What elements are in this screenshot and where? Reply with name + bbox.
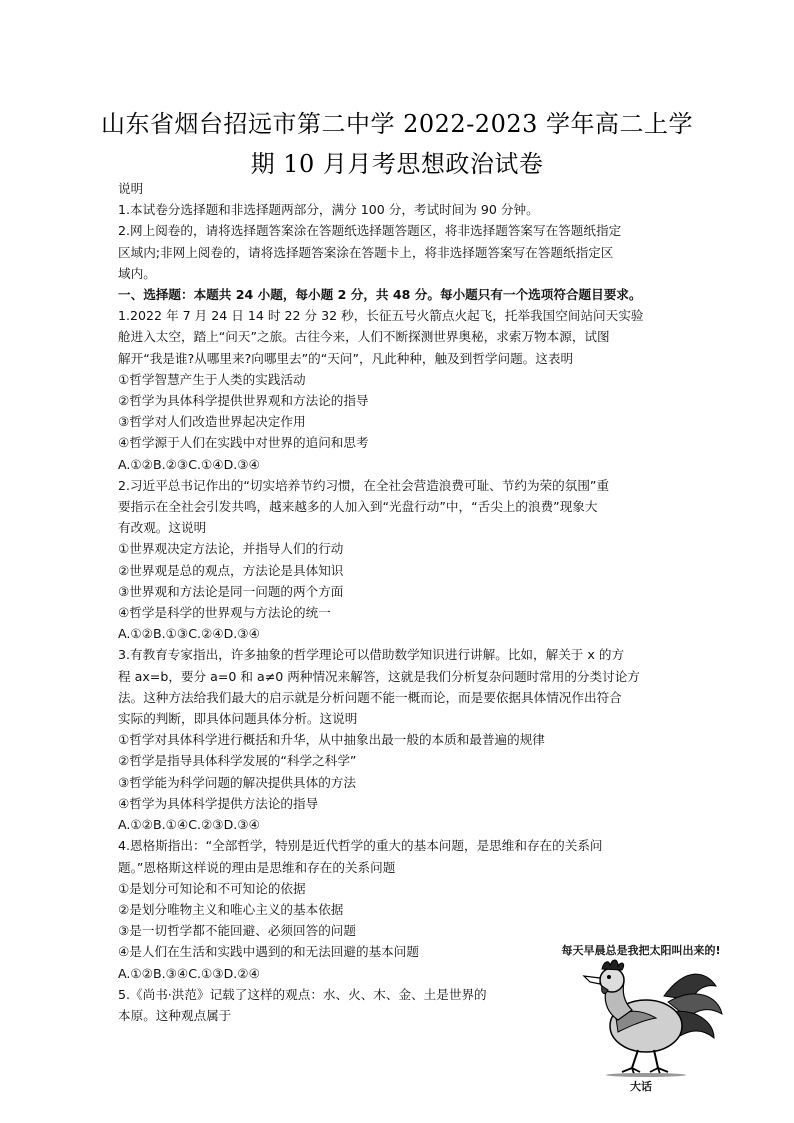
notes-item-2-line3: 域内。 — [118, 265, 156, 281]
cartoon-caption-top: 每天早晨总是我把太阳叫出来的! — [561, 944, 721, 957]
q2-stem-line2: 要指示在全社会引发共鸣，越来越多的人加入到“光盘行动”中，“舌尖上的浪费”现象大 — [118, 499, 598, 515]
q2-option-2: ②世界观是总的观点，方法论是具体知识 — [118, 562, 344, 578]
q4-stem-line1: 4.恩格斯指出：“全部哲学，特别是近代哲学的重大的基本问题，是思维和存在的关系问 — [118, 838, 603, 854]
q4-stem-line2: 题。”恩格斯这样说的理由是思维和存在的关系问题 — [118, 859, 396, 875]
q1-answers: A.①②B.②③C.①④D.③④ — [118, 456, 260, 472]
rooster-icon — [546, 956, 736, 1078]
q3-stem-line2: 程 ax=b，要分 a=0 和 a≠0 两种情况来解答，这就是我们分析复杂问题时常用的分类讨论方 — [118, 668, 640, 684]
q4-option-2: ②是划分唯物主义和唯心主义的基本依据 — [118, 901, 344, 917]
exam-body — [118, 178, 684, 1026]
exam-title-line1: 山东省烟台招远市第二中学 2022-2023 学年高二上学 — [100, 110, 694, 138]
q3-option-3: ③哲学能为科学问题的解决提供具体的方法 — [118, 774, 356, 790]
q5-stem-line2: 本原。这种观点属于 — [118, 1007, 232, 1023]
q3-option-4: ④哲学为具体科学提供方法论的指导 — [118, 795, 319, 811]
q1-stem-line1: 1.2022 年 7 月 24 日 14 时 22 分 32 秒，长征五号火箭点火起飞，托举我国空间站问天实验 — [118, 308, 644, 324]
q4-option-3: ③是一切哲学都不能回避、必须回答的问题 — [118, 923, 356, 939]
q1-option-3: ③哲学对人们改造世界起决定作用 — [118, 414, 306, 430]
q2-option-1: ①世界观决定方法论，并指导人们的行动 — [118, 541, 344, 557]
q4-answers: A.①②B.③④C.①③D.②④ — [118, 965, 260, 981]
q3-stem-line1: 3.有教育专家指出，许多抽象的哲学理论可以借助数学知识进行讲解。比如，解关于 x 的方 — [118, 647, 625, 663]
q3-stem-line3: 法。这种方法给我们最大的启示就是分析问题不能一概而论，而是要依据具体情况作出符合 — [118, 689, 622, 705]
notes-item-2-line1: 2.网上阅卷的，请将选择题答案涂在答题纸选择题答题区，将非选择题答案写在答题纸指定 — [118, 223, 622, 239]
rooster-cartoon — [546, 942, 736, 1094]
notes-heading: 说明 — [118, 181, 144, 196]
q4-option-4: ④是人们在生活和实践中遇到的和无法回避的基本问题 — [118, 944, 419, 960]
q1-stem-line3: 解开“我是谁?从哪里来?向哪里去”的“天问”，凡此种种，触及到哲学问题。这表明 — [118, 350, 574, 366]
cartoon-caption-bottom: 大话 — [630, 1080, 652, 1093]
q1-stem-line2: 舱进入太空，踏上“问天”之旅。古往今来，人们不断探测世界奥秘，求索万物本源，试图 — [118, 329, 610, 345]
q3-answers: A.①②B.①④C.②③D.③④ — [118, 817, 260, 833]
section-heading: 一、选择题：本题共 24 小题，每小题 2 分，共 48 分。每小题只有一个选项符合题目要求。 — [118, 287, 642, 303]
q2-option-3: ③世界观和方法论是同一问题的两个方面 — [118, 583, 344, 599]
q3-option-2: ②哲学是指导具体科学发展的“科学之科学” — [118, 753, 357, 769]
q4-option-1: ①是划分可知论和不可知论的依据 — [118, 880, 306, 896]
q2-stem-line3: 有改观。这说明 — [118, 520, 207, 536]
q1-option-1: ①哲学智慧产生于人类的实践活动 — [118, 371, 306, 387]
q1-option-4: ④哲学源于人们在实践中对世界的追问和思考 — [118, 435, 369, 451]
q2-option-4: ④哲学是科学的世界观与方法论的统一 — [118, 605, 331, 621]
q3-option-1: ①哲学对具体科学进行概括和升华，从中抽象出最一般的本质和最普遍的规律 — [118, 732, 545, 748]
q1-option-2: ②哲学为具体科学提供世界观和方法论的指导 — [118, 393, 369, 409]
notes-item-1: 1.本试卷分选择题和非选择题两部分，满分 100 分，考试时间为 90 分钟。 — [118, 202, 539, 218]
q5-stem-line1: 5.《尚书·洪范》记载了这样的观点：水、火、木、金、土是世界的 — [118, 986, 487, 1002]
notes-item-2-line2: 区域内;非网上阅卷的，请将选择题答案涂在答题卡上，将非选择题答案写在答题纸指定区 — [118, 244, 614, 260]
q2-answers: A.①②B.①③C.②④D.③④ — [118, 626, 260, 642]
q2-stem-line1: 2.习近平总书记作出的“切实培养节约习惯，在全社会营造浪费可耻、节约为荣的氛围”重 — [118, 477, 610, 493]
q3-stem-line4: 实际的判断，即具体问题具体分析。这说明 — [118, 711, 358, 727]
exam-title-line2: 期 10 月月考思想政治试卷 — [250, 150, 544, 178]
